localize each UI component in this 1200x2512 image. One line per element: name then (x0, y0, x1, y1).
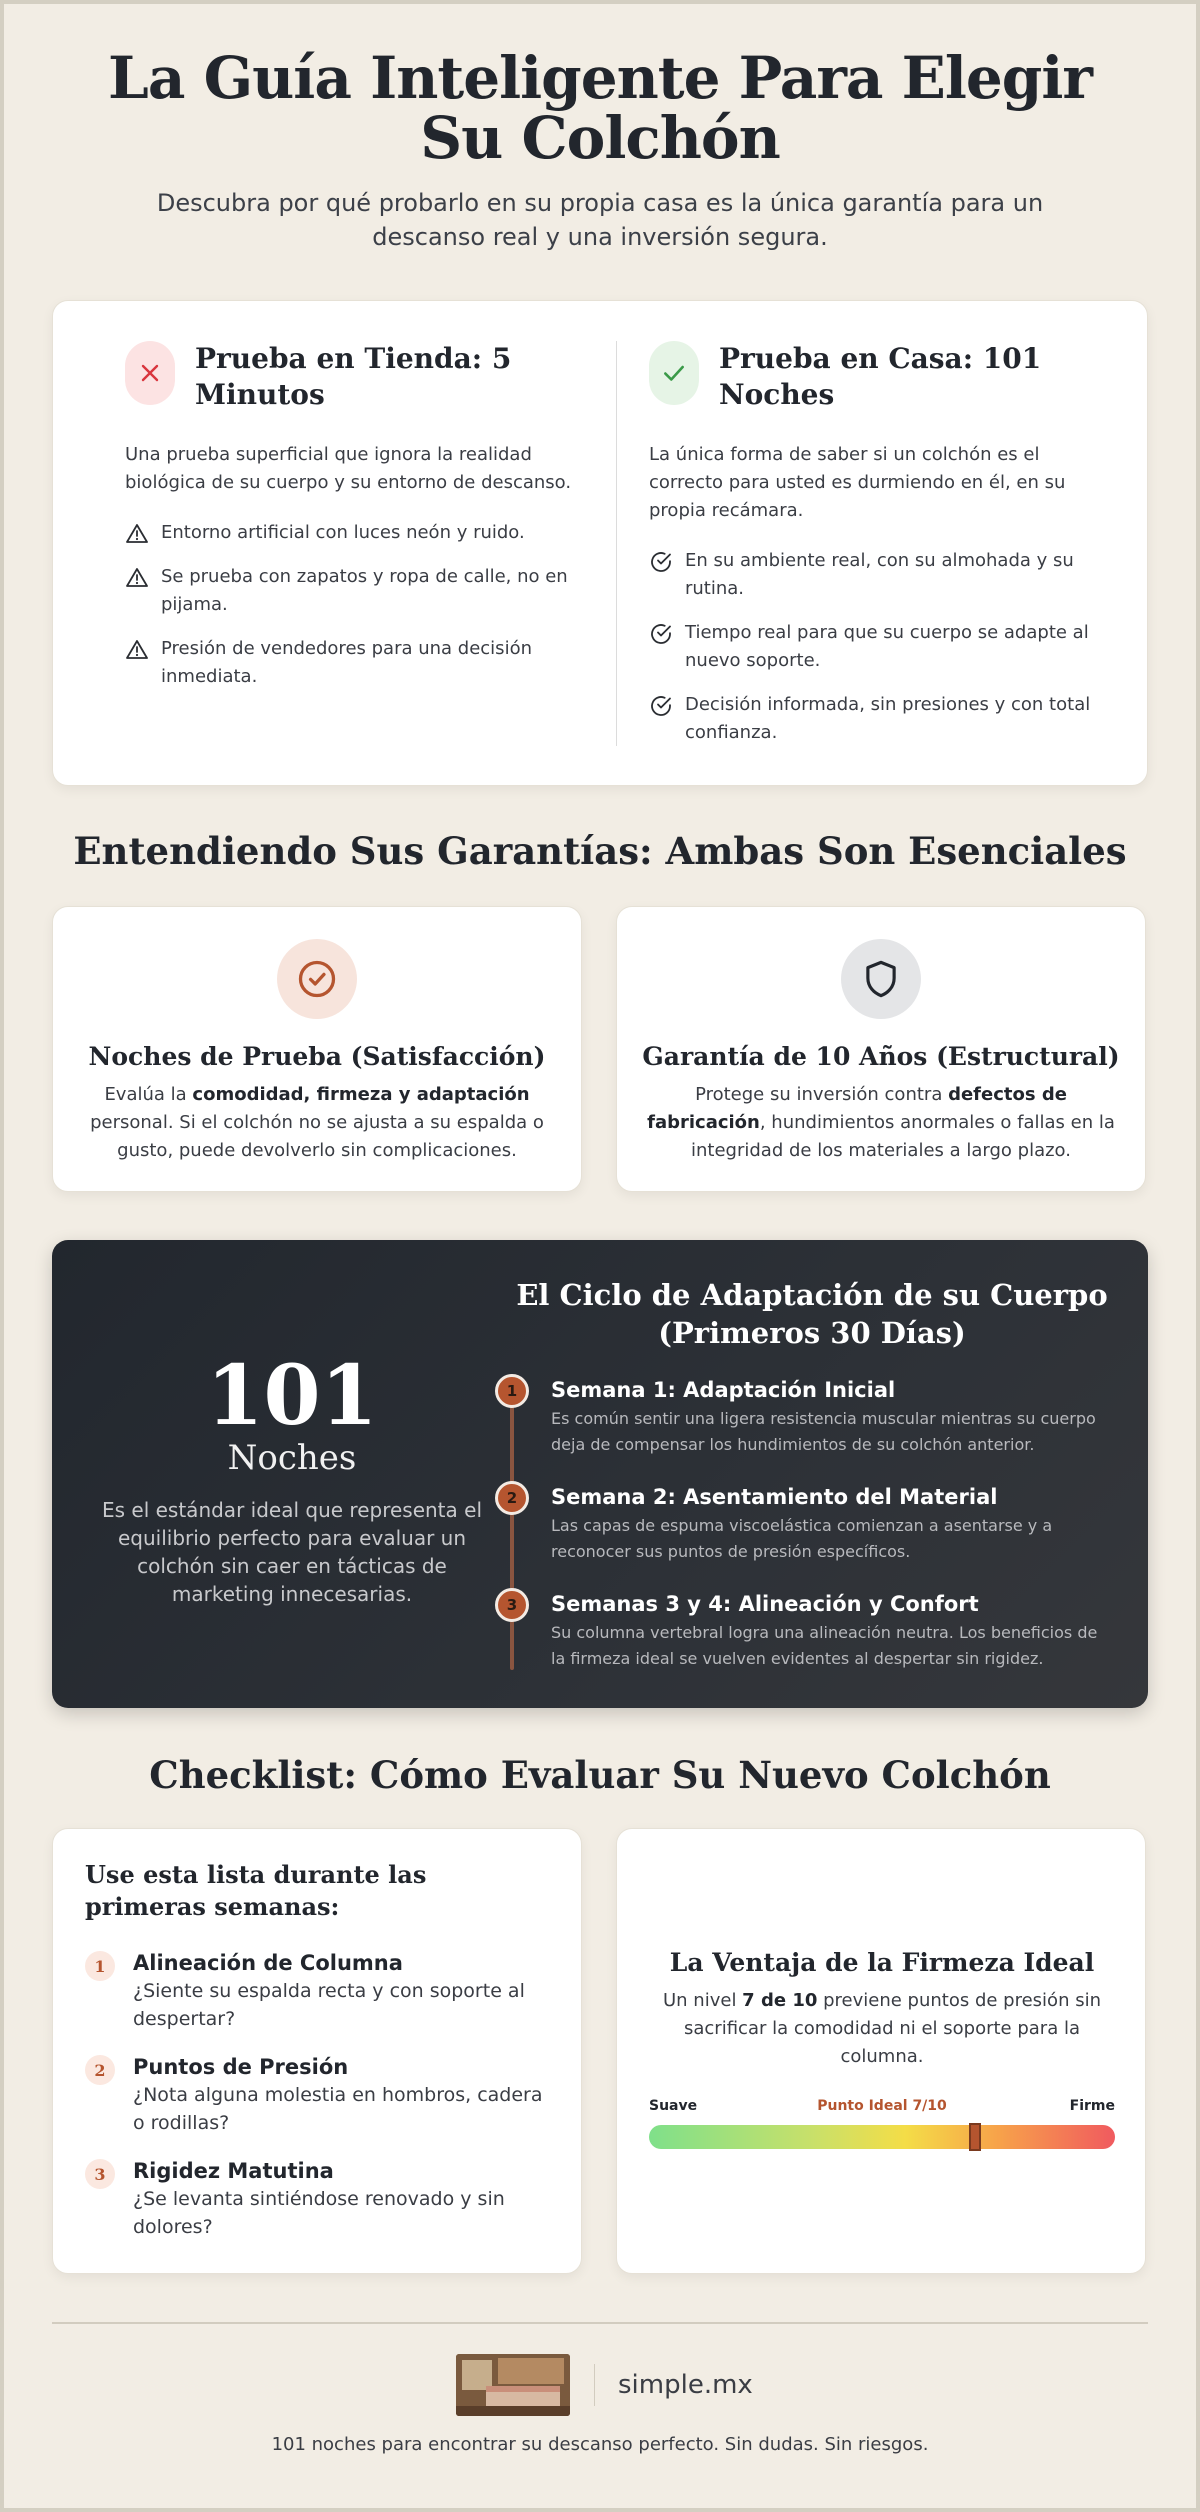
check-circle-icon (649, 694, 673, 718)
footer-separator (594, 2364, 595, 2406)
list-item (125, 635, 575, 691)
warranty-card (616, 906, 1146, 1192)
step-title: Semana 2: Asentamiento del Material (551, 1485, 998, 1509)
trial-guarantee-text: Evalúa la comodidad, firmeza y adaptación personal. Si el colchón no se ajusta a su espalda o gusto, puede devolverlo sin complicaciones. (90, 1084, 544, 1161)
step-text: Su columna vertebral logra una alineación neutra. Los beneficios de la firmeza ideal se vuelven evidentes al despertar sin rigidez. (551, 1623, 1098, 1668)
list-item (125, 519, 575, 547)
check-circle-icon (649, 622, 673, 646)
list-item (649, 547, 1099, 603)
step-title: Semana 1: Adaptación Inicial (551, 1378, 896, 1402)
page-title: La Guía Inteligente Para Elegir Su Colchón (108, 44, 1092, 172)
step-number: 3 (495, 1588, 529, 1622)
checklist-item-title: Alineación de Columna (133, 1951, 403, 1975)
trial-guarantee-card (52, 906, 582, 1192)
brand-name: simple.mx (618, 2370, 753, 2400)
checklist-section-title: Checklist: Cómo Evaluar Su Nuevo Colchón (149, 1753, 1051, 1797)
trial-guarantee-title: Noches de Prueba (Satisfacción) (88, 1042, 546, 1071)
step-text: Es común sentir una ligera resistencia muscular mientras su cuerpo deja de compensar los hundimientos de su colchón anterior. (551, 1409, 1096, 1454)
firmness-marker (969, 2123, 981, 2151)
nights-number: 101 (206, 1348, 378, 1444)
list-item-text: Tiempo real para que su cuerpo se adapte al nuevo soporte. (685, 622, 1089, 671)
adaptation-panel (52, 1240, 1148, 1708)
store-trial-list (125, 519, 575, 691)
step-number: 1 (495, 1374, 529, 1408)
check-circle-icon (649, 550, 673, 574)
firmness-scale-bar (649, 2125, 1115, 2149)
step-number: 2 (495, 1481, 529, 1515)
checklist-card (52, 1828, 582, 2274)
list-item-text: En su ambiente real, con su almohada y su rutina. (685, 550, 1074, 599)
warranty-title: Garantía de 10 Años (Estructural) (642, 1042, 1120, 1071)
check-circle-icon (277, 939, 357, 1019)
warning-icon (125, 566, 149, 590)
checklist-item-text: ¿Nota alguna molestia en hombros, cadera o rodillas? (133, 2084, 543, 2134)
checklist-item-text: ¿Siente su espalda recta y con soporte al despertar? (133, 1980, 525, 2030)
list-item-text: Entorno artificial con luces neón y ruido. (161, 522, 525, 543)
warranty-text: Protege su inversión contra defectos de fabricación, hundimientos anormales o fallas en la integridad de los materiales a largo plazo. (647, 1084, 1115, 1161)
bedroom-photo (456, 2354, 570, 2416)
store-trial-title: Prueba en Tienda: 5 Minutos (195, 342, 512, 411)
home-trial-list (649, 547, 1099, 747)
list-item (649, 619, 1099, 675)
firmness-description: Un nivel 7 de 10 previene puntos de presión sin sacrificar la comodidad ni el soporte para la columna. (663, 1990, 1101, 2067)
firmness-title: La Ventaja de la Firmeza Ideal (669, 1948, 1095, 1977)
x-icon (125, 341, 175, 405)
home-trial-column (649, 341, 1099, 763)
timeline-line (510, 1380, 514, 1670)
cycle-title: El Ciclo de Adaptación de su Cuerpo (Primeros 30 Días) (516, 1278, 1108, 1350)
home-trial-description: La única forma de saber si un colchón es el correcto para usted es durmiendo en él, en su propia recámara. (649, 444, 1066, 521)
page-subtitle: Descubra por qué probarlo en su propia casa es la única garantía para un descanso real y una inversión segura. (156, 189, 1044, 251)
scale-label-firm: Firme (1069, 2098, 1115, 2114)
checklist-number: 1 (85, 1951, 115, 1981)
warning-icon (125, 522, 149, 546)
warning-icon (125, 638, 149, 662)
footer-tagline: 101 noches para encontrar su descanso perfecto. Sin dudas. Sin riesgos. (271, 2434, 929, 2455)
step-text: Las capas de espuma viscoelástica comienzan a asentarse y a reconocer sus puntos de presión específicos. (551, 1516, 1053, 1561)
checklist-number: 2 (85, 2055, 115, 2085)
scale-label-soft: Suave (649, 2098, 698, 2114)
list-item-text: Se prueba con zapatos y ropa de calle, no en pijama. (161, 566, 568, 615)
store-trial-description: Una prueba superficial que ignora la realidad biológica de su cuerpo y su entorno de descanso. (125, 444, 572, 493)
list-item (649, 691, 1099, 747)
nights-unit: Noches (227, 1438, 357, 1478)
firmness-card (616, 1828, 1146, 2274)
list-item-text: Decisión informada, sin presiones y con total confianza. (685, 694, 1091, 743)
comparison-card (52, 300, 1148, 786)
scale-label-ideal: Punto Ideal 7/10 (817, 2098, 947, 2114)
footer-divider (52, 2322, 1148, 2324)
list-item (125, 563, 575, 619)
shield-icon (841, 939, 921, 1019)
comparison-divider (616, 341, 617, 746)
list-item-text: Presión de vendedores para una decisión inmediata. (161, 638, 532, 687)
checklist-item-title: Puntos de Presión (133, 2055, 349, 2079)
checklist-item-text: ¿Se levanta sintiéndose renovado y sin dolores? (133, 2188, 505, 2238)
nights-description: Es el estándar ideal que representa el equilibrio perfecto para evaluar un colchón sin caer en tácticas de marketing innecesarias. (101, 1498, 482, 1606)
home-trial-title: Prueba en Casa: 101 Noches (719, 342, 1042, 411)
checklist-item-title: Rigidez Matutina (133, 2159, 334, 2183)
guarantees-section-title: Entendiendo Sus Garantías: Ambas Son Esenciales (73, 829, 1127, 873)
store-trial-column (125, 341, 575, 707)
checklist-intro: Use esta lista durante las primeras semanas: (85, 1860, 427, 1921)
step-title: Semanas 3 y 4: Alineación y Confort (551, 1592, 979, 1616)
checklist-number: 3 (85, 2159, 115, 2189)
check-icon (649, 341, 699, 405)
